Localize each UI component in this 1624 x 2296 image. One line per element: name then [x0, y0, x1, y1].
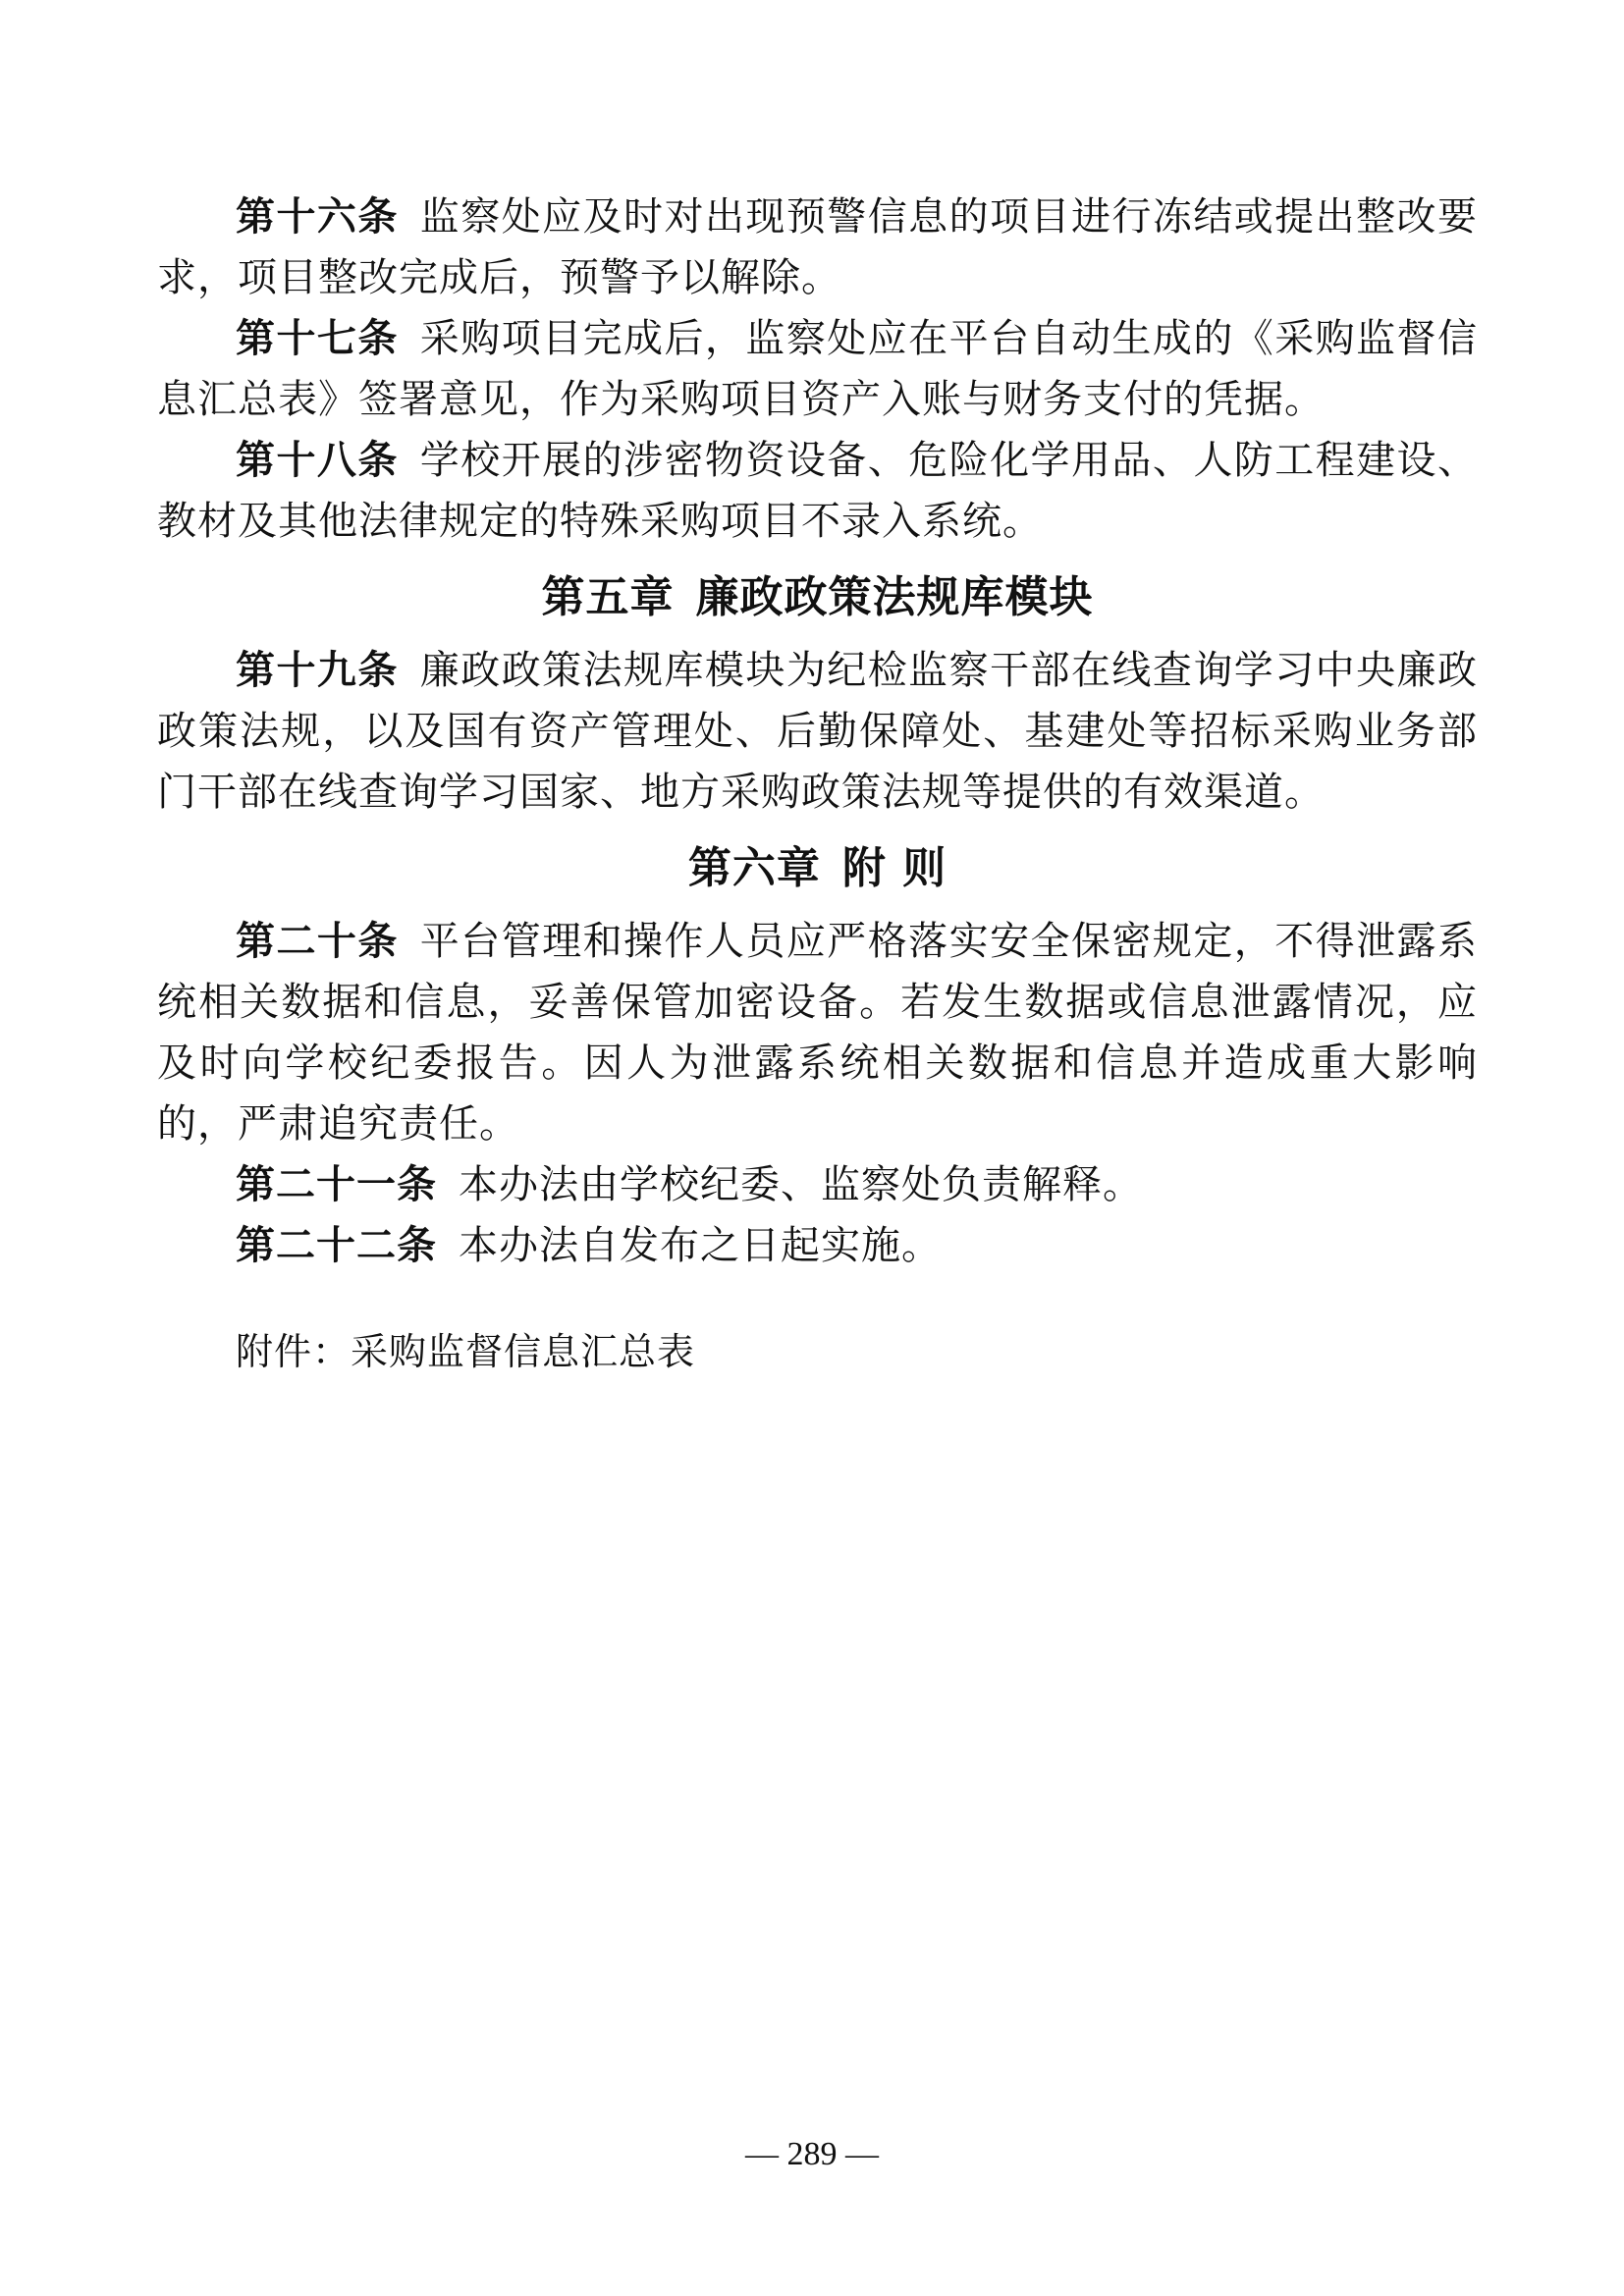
chapter-title: 廉政政策法规库模块	[695, 572, 1094, 622]
article-label: 第二十条	[236, 919, 399, 964]
article-text: 采购项目完成后，监察处应在平台自动生成的《采购监督信息汇总表》签署意见，作为采购项目资产入账与财务支付的凭据。	[157, 316, 1479, 422]
article-18	[157, 430, 1478, 552]
article-16	[157, 187, 1478, 308]
article-text: 监察处应及时对出现预警信息的项目进行冻结或提出整改要求，项目整改完成后，预警予以解除。	[157, 194, 1479, 300]
article-label: 第十六条	[236, 194, 399, 240]
article-19	[157, 640, 1478, 823]
chapter-title: 附 则	[841, 843, 947, 893]
article-text: 学校开展的涉密物资设备、危险化学用品、人防工程建设、教材及其他法律规定的特殊采购项目不录入系统。	[157, 438, 1479, 544]
article-21	[157, 1154, 1478, 1215]
document-body	[157, 187, 1478, 1382]
article-label: 第十九条	[236, 648, 399, 693]
attachment-note: 附件：采购监督信息汇总表	[236, 1330, 696, 1373]
article-label: 第二十一条	[236, 1162, 437, 1207]
chapter-5-heading	[157, 565, 1478, 630]
chapter-6-heading	[157, 836, 1478, 901]
article-text: 廉政政策法规库模块为纪检监察干部在线查询学习中央廉政政策法规，以及国有资产管理处、后勤保障处、基建处等招标采购业务部门干部在线查询学习国家、地方采购政策法规等提供的有效渠道。	[157, 648, 1479, 815]
article-label: 第十八条	[236, 438, 399, 483]
article-20	[157, 911, 1478, 1154]
chapter-number: 第六章	[687, 843, 821, 893]
article-17	[157, 308, 1478, 430]
article-text: 平台管理和操作人员应严格落实安全保密规定，不得泄露系统相关数据和信息，妥善保管加密设备。若发生数据或信息泄露情况，应及时向学校纪委报告。因人为泄露系统相关数据和信息并造成重大影响的，严肃追究责任。	[157, 919, 1479, 1147]
article-label: 第十七条	[236, 316, 399, 361]
chapter-number: 第五章	[541, 572, 675, 622]
article-text: 本办法自发布之日起实施。	[459, 1223, 942, 1268]
article-label: 第二十二条	[236, 1223, 437, 1268]
article-text: 本办法由学校纪委、监察处负责解释。	[459, 1162, 1143, 1207]
article-22	[157, 1215, 1478, 1276]
page-number: — 289 —	[745, 2136, 879, 2172]
